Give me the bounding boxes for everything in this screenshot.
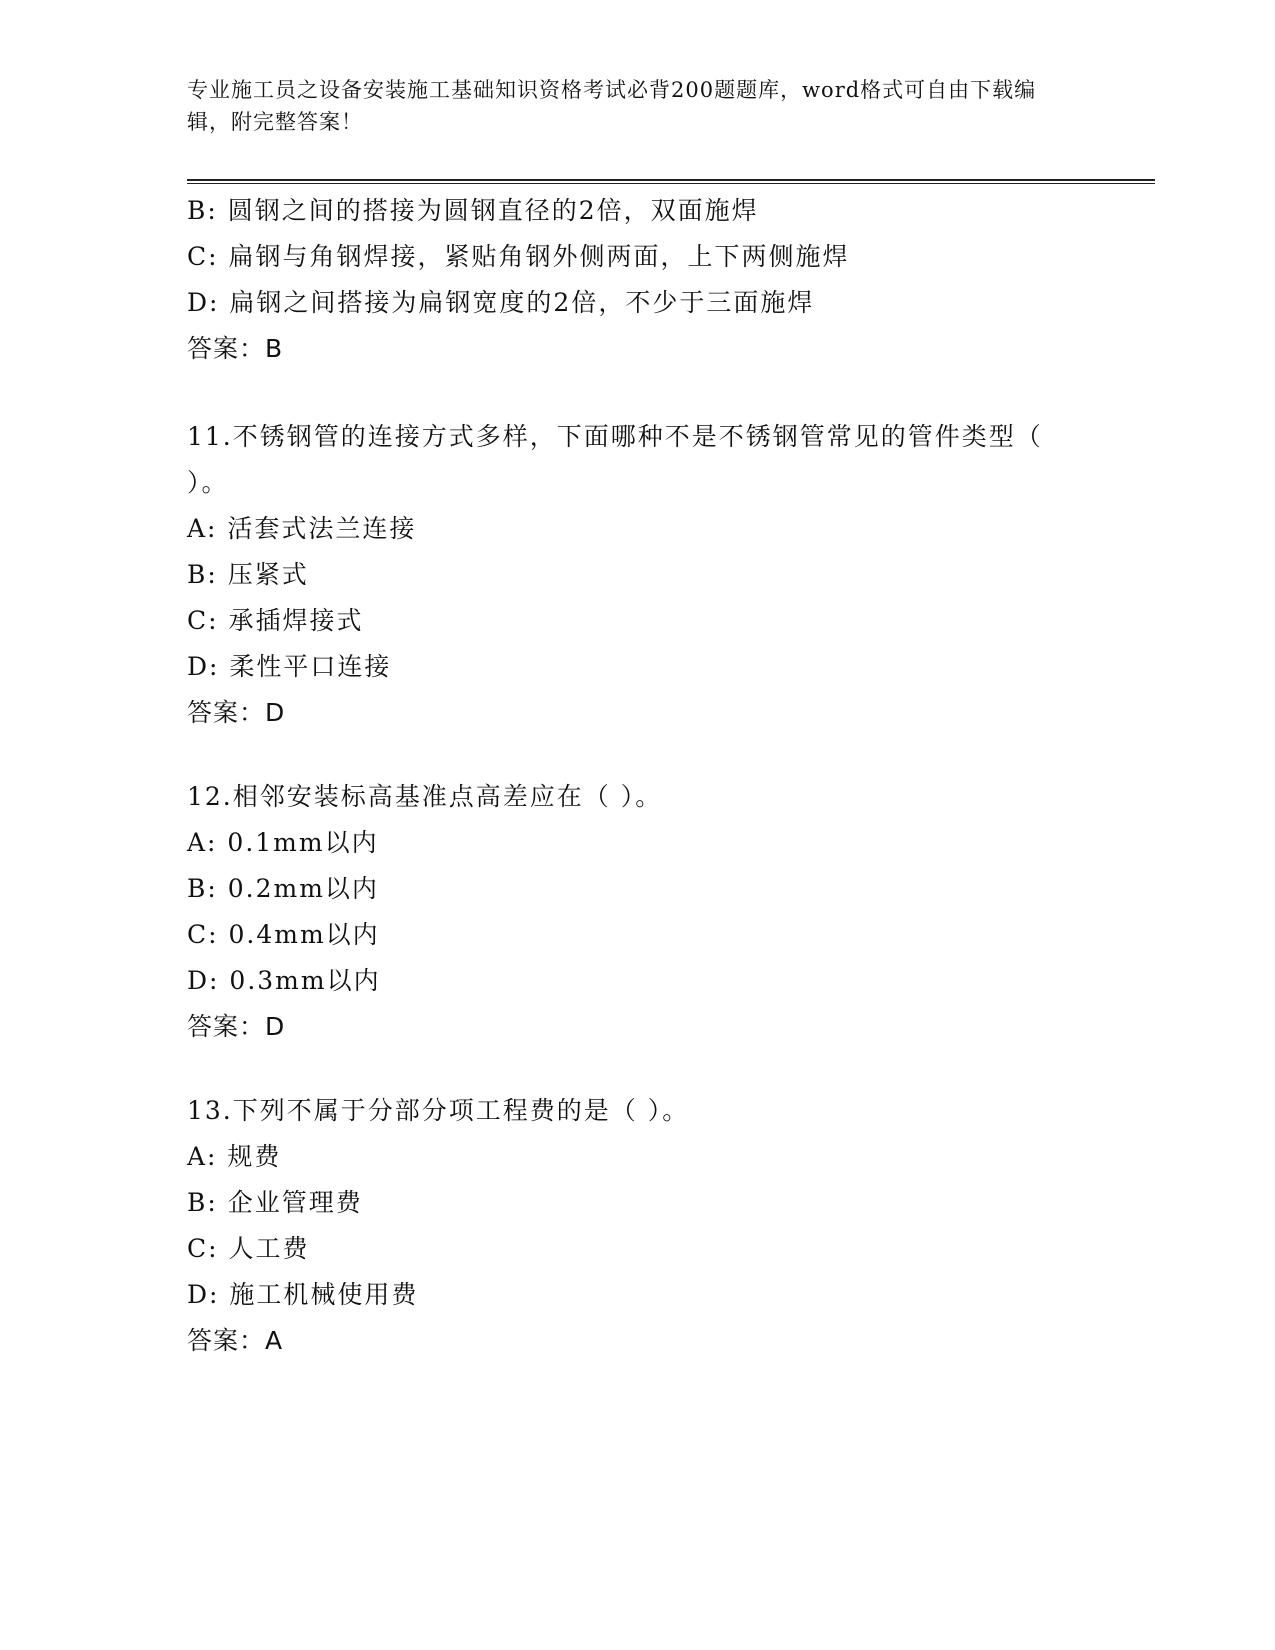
- spacer: [187, 1050, 1087, 1088]
- question-10-tail: [187, 188, 1087, 372]
- option-a: A: 规费: [187, 1142, 282, 1171]
- option-d: D: 柔性平口连接: [187, 652, 392, 681]
- question-11: [187, 414, 1087, 736]
- option-b: B: 企业管理费: [187, 1188, 363, 1217]
- answer: 答案：A: [187, 1326, 284, 1355]
- option-c: C: 承插焊接式: [187, 606, 364, 635]
- question-text: 13.下列不属于分部分项工程费的是（ ）。: [187, 1096, 690, 1125]
- option-b: B: 圆钢之间的搭接为圆钢直径的2倍，双面施焊: [187, 196, 759, 225]
- option-d: D: 0.3mm以内: [187, 966, 381, 995]
- option-a: A: 0.1mm以内: [187, 828, 379, 857]
- answer: 答案：D: [187, 698, 286, 727]
- spacer: [187, 736, 1087, 774]
- answer: 答案：D: [187, 1012, 286, 1041]
- question-list: [187, 188, 1087, 1364]
- question-13: [187, 1088, 1087, 1364]
- option-d: D: 施工机械使用费: [187, 1280, 419, 1309]
- question-text: 12.相邻安装标高基准点高差应在（ ）。: [187, 782, 663, 811]
- option-d: D: 扁钢之间搭接为扁钢宽度的2倍，不少于三面施焊: [187, 288, 815, 317]
- option-c: C: 人工费: [187, 1234, 310, 1263]
- option-b: B: 压紧式: [187, 560, 309, 589]
- option-c: C: 0.4mm以内: [187, 920, 380, 949]
- answer: 答案：B: [187, 334, 284, 363]
- header-divider-thin: [187, 183, 1155, 184]
- option-c: C: 扁钢与角钢焊接，紧贴角钢外侧两面，上下两侧施焊: [187, 242, 850, 271]
- question-text: 11.不锈钢管的连接方式多样，下面哪种不是不锈钢管常见的管件类型（ ）。: [187, 422, 1043, 497]
- question-12: [187, 774, 1087, 1050]
- document-header: 专业施工员之设备安装施工基础知识资格考试必背200题题库，word格式可自由下载编辑，附完整答案！: [187, 78, 1037, 134]
- option-b: B: 0.2mm以内: [187, 874, 379, 903]
- option-a: A: 活套式法兰连接: [187, 514, 417, 543]
- spacer: [187, 372, 1087, 414]
- header-divider-thick: [187, 179, 1155, 181]
